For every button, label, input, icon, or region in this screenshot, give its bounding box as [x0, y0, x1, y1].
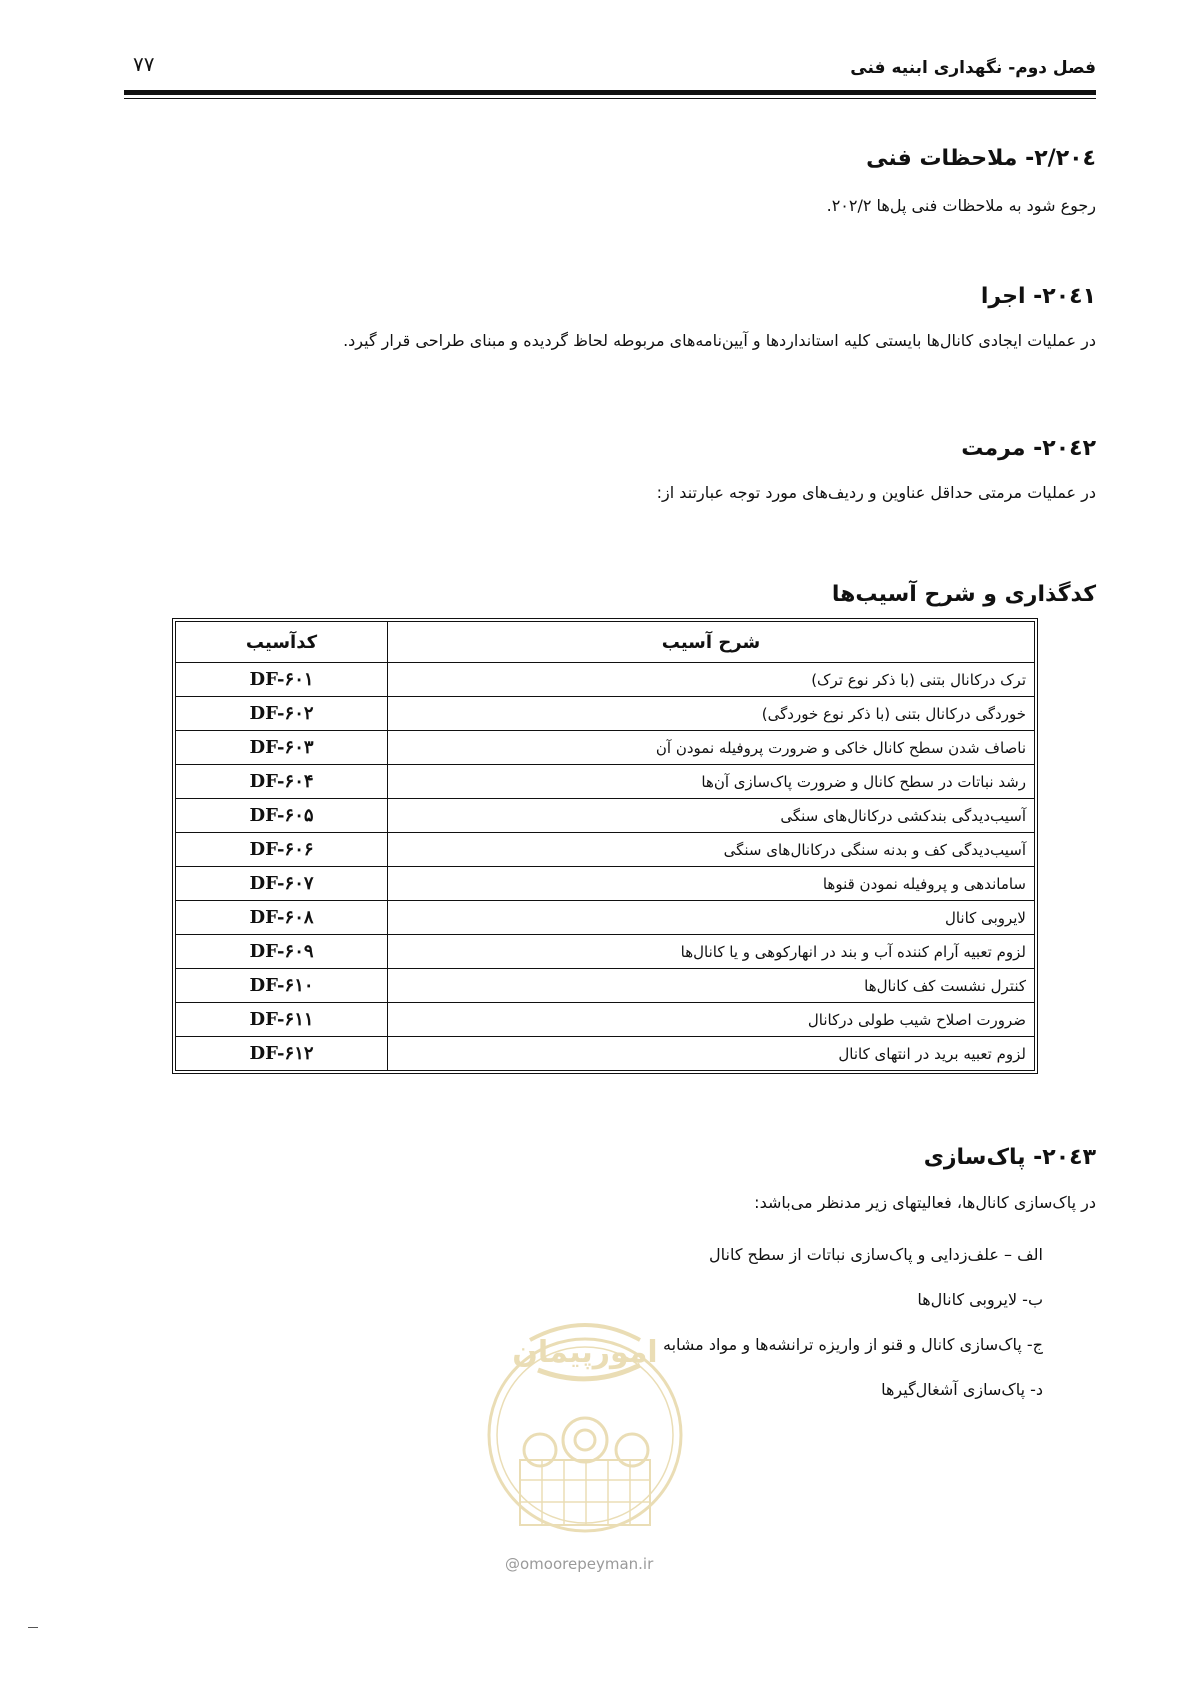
list-item: الف – علف‌زدایی و پاک‌سازی نباتات از سطح کانال [709, 1245, 1043, 1264]
damage-code: DF-۶۰۵ [176, 799, 388, 833]
damage-code: DF-۶۰۱ [176, 663, 388, 697]
header-rule-thin [124, 98, 1096, 99]
damage-code: DF-۶۰۹ [176, 935, 388, 969]
table-row [176, 1037, 1035, 1071]
damage-code: DF-۶۰۶ [176, 833, 388, 867]
table-row [176, 765, 1035, 799]
chapter-title: فصل دوم- نگهداری ابنیه فنی [850, 58, 1096, 78]
damage-description: ناصاف شدن سطح کانال خاکی و ضرورت پروفیله نمودن آن [388, 731, 1035, 765]
table-row [176, 697, 1035, 731]
table-row [176, 935, 1035, 969]
header-code: کدآسیب [176, 622, 388, 663]
table-row [176, 867, 1035, 901]
damage-code: DF-۶۱۲ [176, 1037, 388, 1071]
table-row [176, 969, 1035, 1003]
damage-description: رشد نباتات در سطح کانال و ضرورت پاک‌سازی آن‌ها [388, 765, 1035, 799]
table-row [176, 799, 1035, 833]
damage-description: ساماندهی و پروفیله نمودن قنوها [388, 867, 1035, 901]
section-heading-repair: ۲۰٤۲- مرمت [961, 436, 1096, 461]
watermark-logo-icon [480, 1310, 690, 1570]
damage-description: آسیب‌دیدگی کف و بدنه سنگی درکانال‌های سنگی [388, 833, 1035, 867]
table-title: کدگذاری و شرح آسیب‌ها [831, 582, 1096, 607]
section-heading-execution: ۲۰٤۱- اجرا [980, 284, 1096, 309]
section-heading-technical-notes: ۲۰٤/۲- ملاحظات فنی [866, 146, 1096, 171]
damage-description: لایروبی کانال [388, 901, 1035, 935]
damage-description: کنترل نشست کف کانال‌ها [388, 969, 1035, 1003]
header-description: شرح آسیب [388, 622, 1035, 663]
list-item: د- پاک‌سازی آشغال‌گیرها [881, 1380, 1043, 1399]
damage-description: خوردگی درکانال بتنی (با ذکر نوع خوردگی) [388, 697, 1035, 731]
watermark-text: امورپیمان [512, 1335, 658, 1370]
table-row [176, 833, 1035, 867]
damage-code: DF-۶۰۴ [176, 765, 388, 799]
damage-description: آسیب‌دیدگی بندکشی درکانال‌های سنگی [388, 799, 1035, 833]
damage-description: لزوم تعبیه آرام کننده آب و بند در انهارکوهی و یا کانال‌ها [388, 935, 1035, 969]
section-text-execution: در عملیات ایجادی کانال‌ها بایستی کلیه استانداردها و آیین‌نامه‌های مربوطه لحاظ گردیده و مبنای طراحی قرار گیرد. [343, 331, 1096, 350]
damage-description: ترک درکانال بتنی (با ذکر نوع ترک) [388, 663, 1035, 697]
section-heading-cleaning: ۲۰٤۳- پاک‌سازی [923, 1145, 1096, 1170]
section-text-repair: در عملیات مرمتی حداقل عناوین و ردیف‌های مورد توجه عبارتند از: [656, 483, 1096, 502]
section-text-technical-notes: رجوع شود به ملاحظات فنی پل‌ها ۲۰۲/۲. [826, 196, 1096, 215]
table-header-row [176, 622, 1035, 663]
damage-code: DF-۶۰۳ [176, 731, 388, 765]
damage-table [175, 621, 1035, 1071]
damage-code: DF-۶۰۲ [176, 697, 388, 731]
damage-code: DF-۶۰۷ [176, 867, 388, 901]
table-row [176, 901, 1035, 935]
table-row [176, 731, 1035, 765]
table-row [176, 1003, 1035, 1037]
margin-mark [28, 1627, 38, 1628]
list-item: ب- لایروبی کانال‌ها [917, 1290, 1043, 1309]
table-row [176, 663, 1035, 697]
watermark-url: @omoorepeyman.ir [505, 1555, 654, 1573]
damage-description: لزوم تعبیه برید در انتهای کانال [388, 1037, 1035, 1071]
page-number: ۷۷ [133, 52, 155, 76]
damage-code: DF-۶۱۰ [176, 969, 388, 1003]
damage-description: ضرورت اصلاح شیب طولی درکانال [388, 1003, 1035, 1037]
damage-table-frame [172, 618, 1038, 1074]
list-item: ج- پاک‌سازی کانال و قنو از واریزه ترانشه‌ها و مواد مشابه [662, 1335, 1043, 1354]
damage-code: DF-۶۰۸ [176, 901, 388, 935]
header-rule-thick [124, 90, 1096, 95]
section-text-cleaning: در پاک‌سازی کانال‌ها، فعالیتهای زیر مدنظر می‌باشد: [754, 1193, 1096, 1212]
damage-code: DF-۶۱۱ [176, 1003, 388, 1037]
